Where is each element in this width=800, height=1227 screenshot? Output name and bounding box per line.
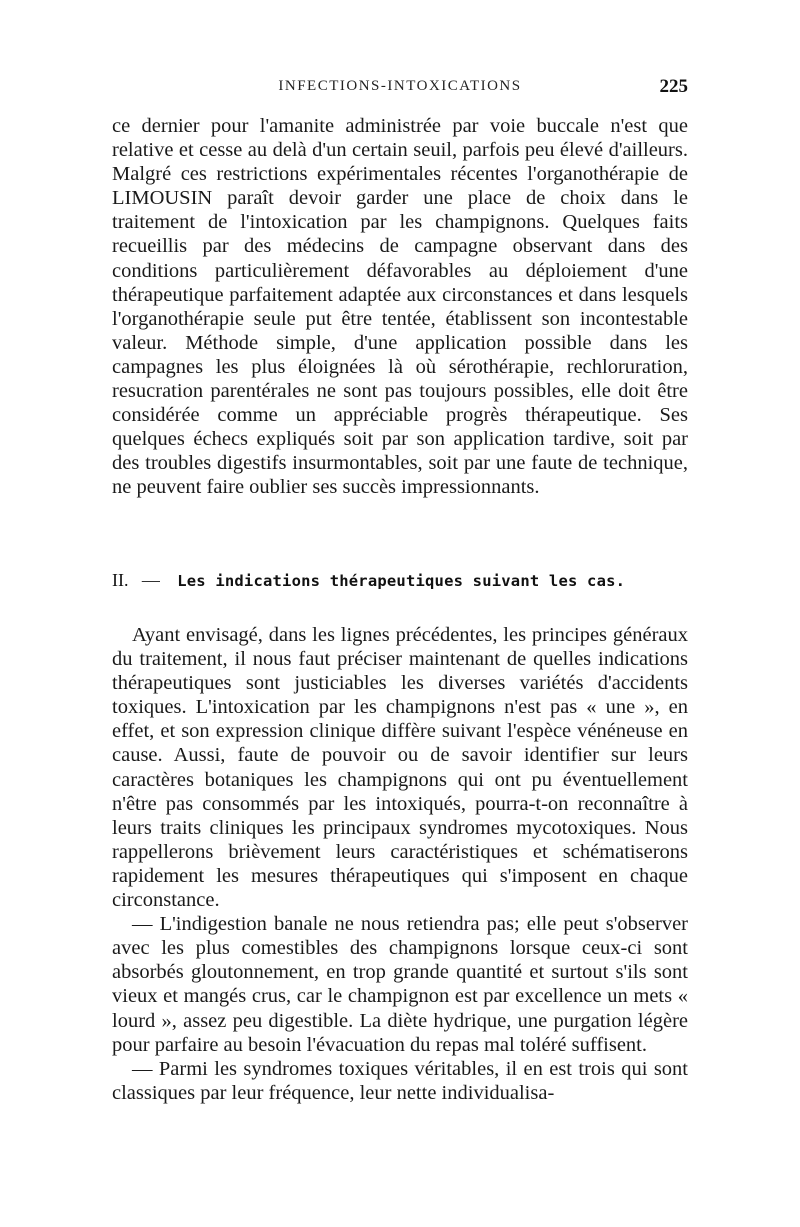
page-number: 225: [659, 76, 688, 97]
body-text-bottom: [112, 623, 688, 1105]
section-number: II.: [112, 570, 129, 590]
section-dash: —: [141, 570, 160, 590]
running-title: INFECTIONS-INTOXICATIONS: [278, 78, 522, 94]
paragraph-syndromes: — Parmi les syndromes toxiques véritables, il en est trois qui sont classiques par leur fréquence, leur nette individualisa-: [112, 1057, 688, 1104]
running-head: [112, 78, 688, 102]
paragraph-intro: Ayant envisagé, dans les lignes précédentes, les principes généraux du traitement, il nous faut préciser maintenant de quelles indications thérapeutiques sont justiciables les diverses variétés d'accidents toxiques. L'intoxication par les champignons n'est pas « une », en effet, et son expression clinique diffère suivant l'espèce vénéneuse en cause. Aussi, faute de pouvoir ou de savoir identifier sur leurs caractères botaniques les champignons qui ont pu éventuellement n'être pas consommés par les intoxiqués, pourra-t-on reconnaître à leurs traits cliniques les principaux syndromes mycotoxiques. Nous rappellerons brièvement leurs caractéristiques et schématiserons rapidement les mesures thérapeutiques qui s'imposent en chaque circonstance.: [112, 624, 688, 912]
paragraph-continuation: ce dernier pour l'amanite administrée par voie buccale n'est que relative et cesse au delà d'un certain seuil, parfois peu élevé d'ailleurs. Malgré ces restrictions expérimentales récentes l'organothérapie de LIMOUSIN paraît devoir garder une place de choix dans le traitement de l'intoxication par les champignons. Quelques faits recueillis par des médecins de campagne observant dans des conditions particulièrement défavorables au déploiement d'une thérapeutique parfaitement adaptée aux circonstances et dans lesquels l'organothérapie seule put être tentée, établissent son incontestable valeur. Méthode simple, d'une application possible dans les campagnes les plus éloignées là où sérothérapie, rechloruration, resucration parentérales ne sont pas toujours possibles, elle doit être considérée comme un appréciable progrès thérapeutique. Ses quelques échecs expliqués soit par son application tardive, soit par des troubles digestifs insurmontables, soit par une faute de technique, ne peuvent faire oublier ses succès impressionnants.: [112, 115, 688, 499]
section-heading: [112, 568, 688, 593]
section-title: Les indications thérapeutiques suivant les cas.: [177, 572, 626, 590]
paragraph-indigestion: — L'indigestion banale ne nous retiendra pas; elle peut s'observer avec les plus comestibles des champignons lorsque ceux-ci sont absorbés gloutonnement, en trop grande quantité et surtout s'ils sont vieux et mangés crus, car le champignon est par excellence un mets « lourd », assez peu digestible. La diète hydrique, une purgation légère pour parfaire au besoin l'évacuation du repas mal toléré suffisent.: [112, 913, 688, 1056]
body-text-top: [112, 114, 688, 500]
